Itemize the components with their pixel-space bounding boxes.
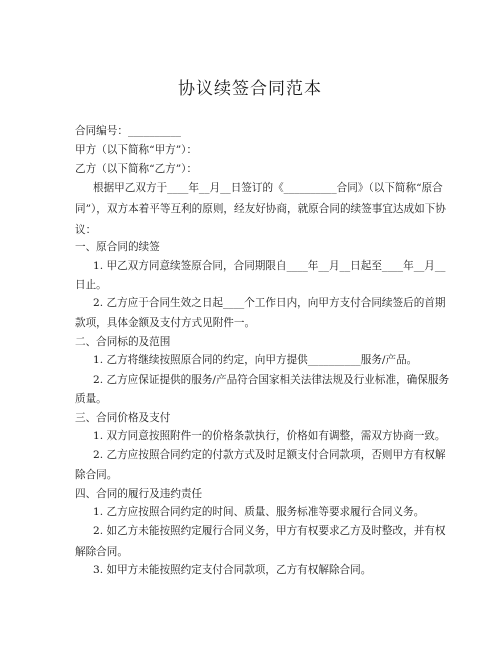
section-4-item-2-line-1: 2. 如乙方未能按照约定履行合同义务，甲方有权要求乙方及时整改，并有权 [93,525,446,537]
preamble-line-1: 根据甲乙双方于____年__月__日签订的《__________合同》（以下简称“原合 [93,182,443,194]
section-1-item-1-line-2: 日止。 [75,279,107,291]
section-2-heading: 二、合同标的及范围 [75,336,171,348]
section-1-item-2-line-1: 2. 乙方应于合同生效之日起____个工作日内，向甲方支付合同续签后的首期 [93,297,446,309]
section-3-heading: 三、合同价格及支付 [75,412,171,424]
section-2-item-2-line-1: 2. 乙方应保证提供的服务/产品符合国家相关法律法规及行业标准，确保服务 [93,374,450,386]
section-4-item-3: 3. 如甲方未能按照约定支付合同款项，乙方有权解除合同。 [93,564,372,576]
section-4-item-2-line-2: 解除合同。 [75,546,128,558]
section-2-item-1: 1. 乙方将继续按照原合同的约定，向甲方提供__________服务/产品。 [93,354,418,366]
document-title: 协议续签合同范本 [178,79,322,99]
section-3-item-2-line-1: 2. 乙方应按照合同约定的付款方式及时足额支付合同款项，否则甲方有权解 [93,449,446,461]
section-1-item-2-line-2: 款项，具体金额及支付方式见附件一。 [75,317,256,329]
section-2-item-2-line-2: 质量。 [75,393,107,405]
party-a-line: 甲方（以下简称“甲方”）： [75,144,198,156]
section-3-item-1: 1. 双方同意按照附件一的价格条款执行，价格如有调整，需双方协商一致。 [93,430,446,442]
section-3-item-2-line-2: 除合同。 [75,469,118,481]
section-1-heading: 一、原合同的续签 [75,241,160,253]
section-4-item-1: 1. 乙方应按照合同约定的时间、质量、服务标准等要求履行合同义务。 [93,506,425,518]
section-4-heading: 四、合同的履行及违约责任 [75,488,203,500]
preamble-line-2: 同”），双方本着平等互利的原则，经友好协商，就原合同的续签事宜达成如下协 [75,203,446,215]
party-b-line: 乙方（以下简称“乙方”）： [75,163,198,175]
preamble-line-3: 议： [75,224,97,236]
contract-number-line: 合同编号：__________ [75,125,181,137]
section-1-item-1-line-1: 1. 甲乙双方同意续签原合同，合同期限自____年__月__日起至____年__月__ [93,260,446,272]
